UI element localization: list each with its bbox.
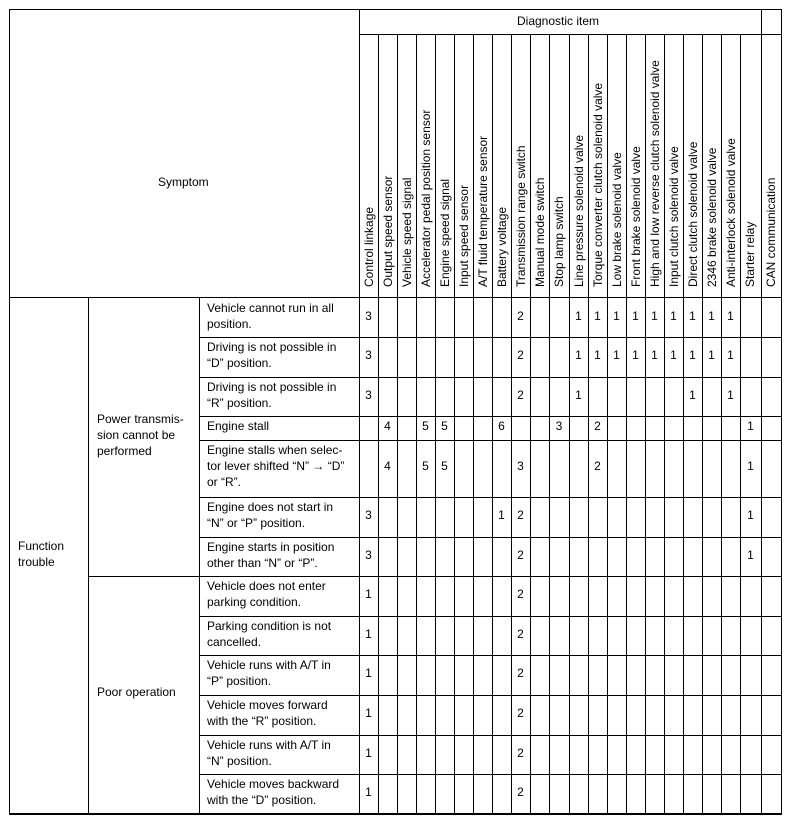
column-header: Output speed sensor: [381, 175, 395, 287]
column-separator: [721, 34, 722, 813]
column-separator: [473, 34, 474, 813]
row-separator: [199, 497, 782, 498]
table-top-border: [9, 9, 782, 10]
symptom-cell: Engine starts in position other than “N” or “P”.: [207, 540, 335, 570]
table-cell-value: 4: [384, 459, 391, 473]
group-power-transmission: Power transmis- sion cannot be performed: [97, 412, 184, 458]
table-cell-value: 1: [365, 666, 372, 680]
table-cell-value: 1: [708, 348, 715, 362]
column-separator: [702, 34, 703, 813]
table-cell-value: 2: [517, 388, 524, 402]
table-cell-value: 3: [555, 419, 563, 433]
column-header: Direct clutch solenoid valve: [686, 141, 700, 287]
table-cell-value: 2: [517, 587, 524, 601]
table-cell-value: 1: [575, 309, 582, 323]
table-cell-value: 1: [670, 348, 677, 362]
column-separator: [683, 34, 684, 813]
table-cell-value: 1: [632, 348, 639, 362]
table-cell-value: 1: [365, 627, 372, 641]
table-cell-value: 3: [517, 459, 524, 473]
table-cell-value: 2: [517, 508, 524, 522]
table-cell-value: 5: [422, 459, 429, 473]
table-bottom-border: [9, 813, 782, 815]
symptom-cell: Vehicle cannot run in all position.: [207, 301, 334, 331]
symptom-cell: Vehicle runs with A/T in “P” position.: [207, 658, 331, 688]
row-separator: [199, 735, 782, 736]
column-separator: [607, 34, 608, 813]
symptom-cell: Engine stalls when selec- tor lever shifted “N” → “D” or “R”.: [207, 443, 345, 489]
table-cell-value: 2: [517, 627, 524, 641]
row-separator: [199, 337, 782, 338]
table-right-border: [781, 9, 782, 813]
diagnostic-item-header: Diagnostic item: [517, 14, 600, 28]
table-cell-value: 1: [689, 388, 696, 402]
symptom-cell: Vehicle runs with A/T in “N” position.: [207, 738, 331, 768]
table-cell-value: 3: [365, 388, 372, 402]
column-separator: [569, 34, 570, 813]
table-cell-value: 1: [727, 309, 734, 323]
row-separator: [199, 537, 782, 538]
column-header: Line pressure solenoid valve: [572, 134, 586, 287]
table-cell-value: 3: [365, 548, 372, 562]
table-cell-value: 1: [689, 348, 696, 362]
column-separator: [397, 34, 398, 813]
table-cell-value: 1: [747, 508, 754, 522]
table-cell-value: 3: [365, 309, 372, 323]
column-header: Input speed sensor: [457, 184, 471, 287]
column-separator: [435, 34, 436, 813]
column-header: Transmission range switch: [514, 145, 528, 287]
row-separator: [199, 655, 782, 656]
table-cell-value: 3: [365, 348, 372, 362]
table-cell-value: 1: [747, 548, 754, 562]
column-separator: [492, 34, 493, 813]
column-header: Manual mode switch: [533, 177, 547, 287]
table-cell-value: 1: [575, 388, 582, 402]
column-header: Starter relay: [743, 221, 757, 287]
table-cell-value: 1: [613, 348, 620, 362]
table-cell-value: 4: [384, 419, 391, 433]
symptom-cell: Driving is not possible in “D” position.: [207, 340, 337, 370]
table-cell-value: 1: [632, 309, 639, 323]
column-separator: [530, 34, 531, 813]
column-separator: [511, 34, 512, 813]
column-header: Anti-interlock solenoid valve: [724, 138, 738, 287]
table-cell-value: 1: [651, 348, 658, 362]
table-cell-value: 1: [747, 459, 754, 473]
table-cell-value: 1: [670, 309, 677, 323]
column-separator: [454, 34, 455, 813]
column-separator: [549, 34, 550, 813]
column-separator: [588, 34, 589, 813]
column-header: CAN communication: [764, 177, 778, 287]
diagnostic-header-rule: [359, 34, 782, 35]
column-separator: [664, 34, 665, 813]
column-separator: [761, 9, 762, 813]
table-cell-value: 1: [365, 785, 372, 799]
column-header: Control linkage: [362, 206, 376, 287]
table-cell-value: 2: [517, 548, 524, 562]
table-cell-value: 2: [517, 348, 524, 362]
symptom-cell: Vehicle moves forward with the “R” position.: [207, 698, 328, 728]
row-separator: [199, 377, 782, 378]
table-cell-value: 2: [517, 746, 524, 760]
symptom-cell: Parking condition is not cancelled.: [207, 619, 332, 649]
column-header: Accelerator pedal position sensor: [419, 109, 433, 287]
column-header: High and low reverse clutch solenoid valve: [648, 60, 662, 287]
symptom-cell: Vehicle does not enter parking condition.: [207, 579, 326, 609]
column-separator: [416, 34, 417, 813]
table-left-border: [9, 9, 10, 813]
table-cell-value: 1: [594, 309, 601, 323]
table-cell-value: 1: [365, 706, 372, 720]
table-cell-value: 2: [517, 785, 524, 799]
column-separator: [378, 34, 379, 813]
table-cell-value: 1: [708, 309, 715, 323]
table-cell-value: 1: [365, 587, 372, 601]
group-function-trouble: Function trouble: [18, 539, 65, 569]
column-header: Engine speed signal: [438, 178, 452, 287]
table-cell-value: 6: [498, 419, 505, 433]
symptom-cell: Driving is not possible in “R” position.: [207, 380, 337, 410]
diagnostic-left-border: [359, 9, 360, 813]
table-cell-value: 3: [365, 508, 372, 522]
row-separator: [199, 774, 782, 775]
row-separator: [199, 616, 782, 617]
column-header: Front brake solenoid valve: [629, 146, 643, 287]
symptom-divider: [199, 297, 200, 813]
symptom-cell: Engine stall: [207, 419, 270, 433]
row-separator: [199, 695, 782, 696]
table-cell-value: 1: [651, 309, 658, 323]
table-cell-value: 5: [422, 419, 429, 433]
column-header: 2346 brake solenoid valve: [705, 147, 719, 287]
column-separator: [740, 34, 741, 813]
table-cell-value: 1: [727, 348, 734, 362]
header-bottom-rule: [9, 297, 782, 298]
symptom-header: Symptom: [158, 175, 209, 189]
table-cell-value: 1: [747, 419, 754, 433]
table-cell-value: 1: [689, 309, 696, 323]
column-separator: [645, 34, 646, 813]
table-cell-value: 1: [594, 348, 601, 362]
symptom-cell: Engine does not start in “N” or “P” position.: [207, 500, 334, 530]
column-header: Stop lamp switch: [552, 196, 566, 287]
table-cell-value: 1: [727, 388, 734, 402]
column-header: Input clutch solenoid valve: [667, 146, 681, 287]
table-cell-value: 2: [517, 666, 524, 680]
row-separator: [199, 416, 782, 417]
table-cell-value: 1: [365, 746, 372, 760]
symptom-cell: Vehicle moves backward with the “D” position.: [207, 777, 340, 807]
column-header: Low brake solenoid valve: [610, 152, 624, 287]
table-cell-value: 5: [441, 419, 448, 433]
table-cell-value: 5: [441, 459, 448, 473]
table-cell-value: 1: [498, 508, 505, 522]
column-header: Vehicle speed signal: [400, 177, 414, 287]
column-separator: [626, 34, 627, 813]
column-header: Torque converter clutch solenoid valve: [591, 82, 605, 287]
column-header: A/T fluid temperature sensor: [476, 135, 490, 287]
table-cell-value: 1: [575, 348, 582, 362]
table-cell-value: 2: [517, 309, 524, 323]
group-divider: [88, 297, 89, 813]
table-cell-value: 1: [613, 309, 620, 323]
column-header: Battery voltage: [495, 206, 509, 287]
table-cell-value: 2: [594, 459, 601, 473]
table-cell-value: 2: [517, 706, 524, 720]
table-cell-value: 2: [594, 419, 601, 433]
group-poor-operation: Poor operation: [97, 685, 176, 699]
row-separator: [199, 440, 782, 441]
